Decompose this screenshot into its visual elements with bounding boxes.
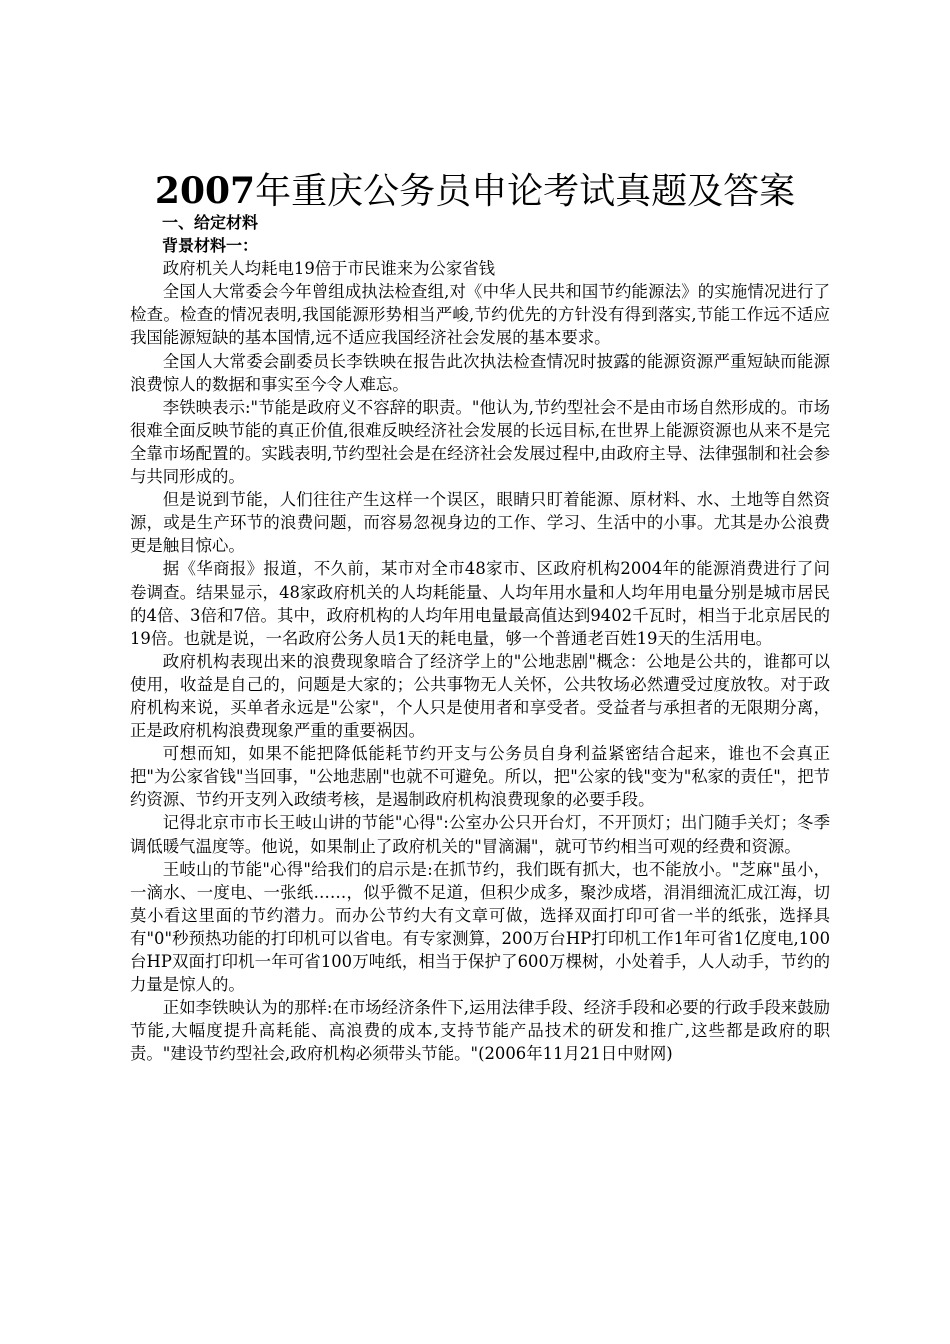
paragraph: 据《华商报》报道，不久前，某市对全市48家市、区政府机构2004年的能源消费进行了问卷调查。结果显示，48家政府机关的人均耗能量、人均年用水量和人均年用电量分别是城市居民的4倍、3倍和7倍。其中，政府机构的人均年用电量最高值达到9402千瓦时，相当于北京居民的19倍。也就是说，一名政府公务人员1天的耗电量，够一个普通老百姓19天的生活用电。 [130,559,830,648]
document-title-text: 年重庆公务员申论考试真题及答案 [255,171,796,212]
paragraph: 王岐山的节能"心得"给我们的启示是:在抓节约，我们既有抓大，也不能放小。"芝麻"虽小，一滴水、一度电、一张纸……，似乎微不足道，但积少成多，聚沙成塔，涓涓细流汇成江海，切莫小看这里面的节约潜力。而办公节约大有文章可做，选择双面打印可省一半的纸张，选择具有"0"秒预热功能的打印机可以省电。有专家测算，200万台HP打印机工作1年可省1亿度电,100台HP双面打印机一年可省100万吨纸，相当于保护了600万棵树，小处着手，人人动手，节约的力量是惊人的。 [130,859,830,995]
material-heading: 背景材料一： [162,236,259,256]
paragraph: 政府机构表现出来的浪费现象暗合了经济学上的"公地悲剧"概念：公地是公共的，谁都可以使用，收益是自己的，问题是大家的；公共事物无人关怀，公共牧场必然遭受过度放牧。对于政府机构来说，买单者永远是"公家"，个人只是使用者和享受者。受益者与承担者的无限期分离，正是政府机构浪费现象严重的重要祸因。 [130,651,830,741]
paragraph: 正如李铁映认为的那样:在市场经济条件下,运用法律手段、经济手段和必要的行政手段来鼓励节能,大幅度提升高耗能、高浪费的成本,支持节能产品技术的研发和推广,这些都是政府的职责。"建设节约型社会,政府机构必须带头节能。"(2006年11月21日中财网) [130,998,830,1064]
paragraph: 可想而知，如果不能把降低能耗节约开支与公务员自身利益紧密结合起来，谁也不会真正把"为公家省钱"当回事，"公地悲剧"也就不可避免。所以，把"公家的钱"变为"私家的责任"，把节约资源、节约开支列入政绩考核，是遏制政府机构浪费现象的必要手段。 [130,744,830,810]
article-title: 政府机关人均耗电19倍于市民谁来为公家省钱 [162,259,496,279]
document-title [120,168,830,215]
section-heading: 一、给定材料 [162,213,259,232]
document-title-year: 2007 [154,170,256,212]
paragraph: 但是说到节能，人们往往产生这样一个误区，眼睛只盯着能源、原材料、水、土地等自然资源，或是生产环节的浪费问题，而容易忽视身边的工作、学习、生活中的小事。尤其是办公浪费更是触目惊心。 [130,490,830,556]
paragraph: 全国人大常委会今年曾组成执法检查组,对《中华人民共和国节约能源法》的实施情况进行了检查。检查的情况表明,我国能源形势相当严峻,节约优先的方针没有得到落实,节能工作远不适应我国能源短缺的基本国情,远不适应我国经济社会发展的基本要求。 [130,282,830,348]
paragraph: 李铁映表示:"节能是政府义不容辞的职责。"他认为,节约型社会不是由市场自然形成的。市场很难全面反映节能的真正价值,很难反映经济社会发展的长远目标,在世界上能源资源也从来不是完全靠市场配置的。实践表明,节约型社会是在经济社会发展过程中,由政府主导、法律强制和社会参与共同形成的。 [130,397,830,487]
paragraph: 记得北京市市长王岐山讲的节能"心得":公室办公只开台灯，不开顶灯；出门随手关灯；冬季调低暖气温度等。他说，如果制止了政府机关的"冒滴漏"，就可节约相当可观的经费和资源。 [130,813,830,856]
document-body [130,211,830,1065]
paragraph: 全国人大常委会副委员长李铁映在报告此次执法检查情况时披露的能源资源严重短缺而能源浪费惊人的数据和事实至今令人难忘。 [130,351,830,394]
